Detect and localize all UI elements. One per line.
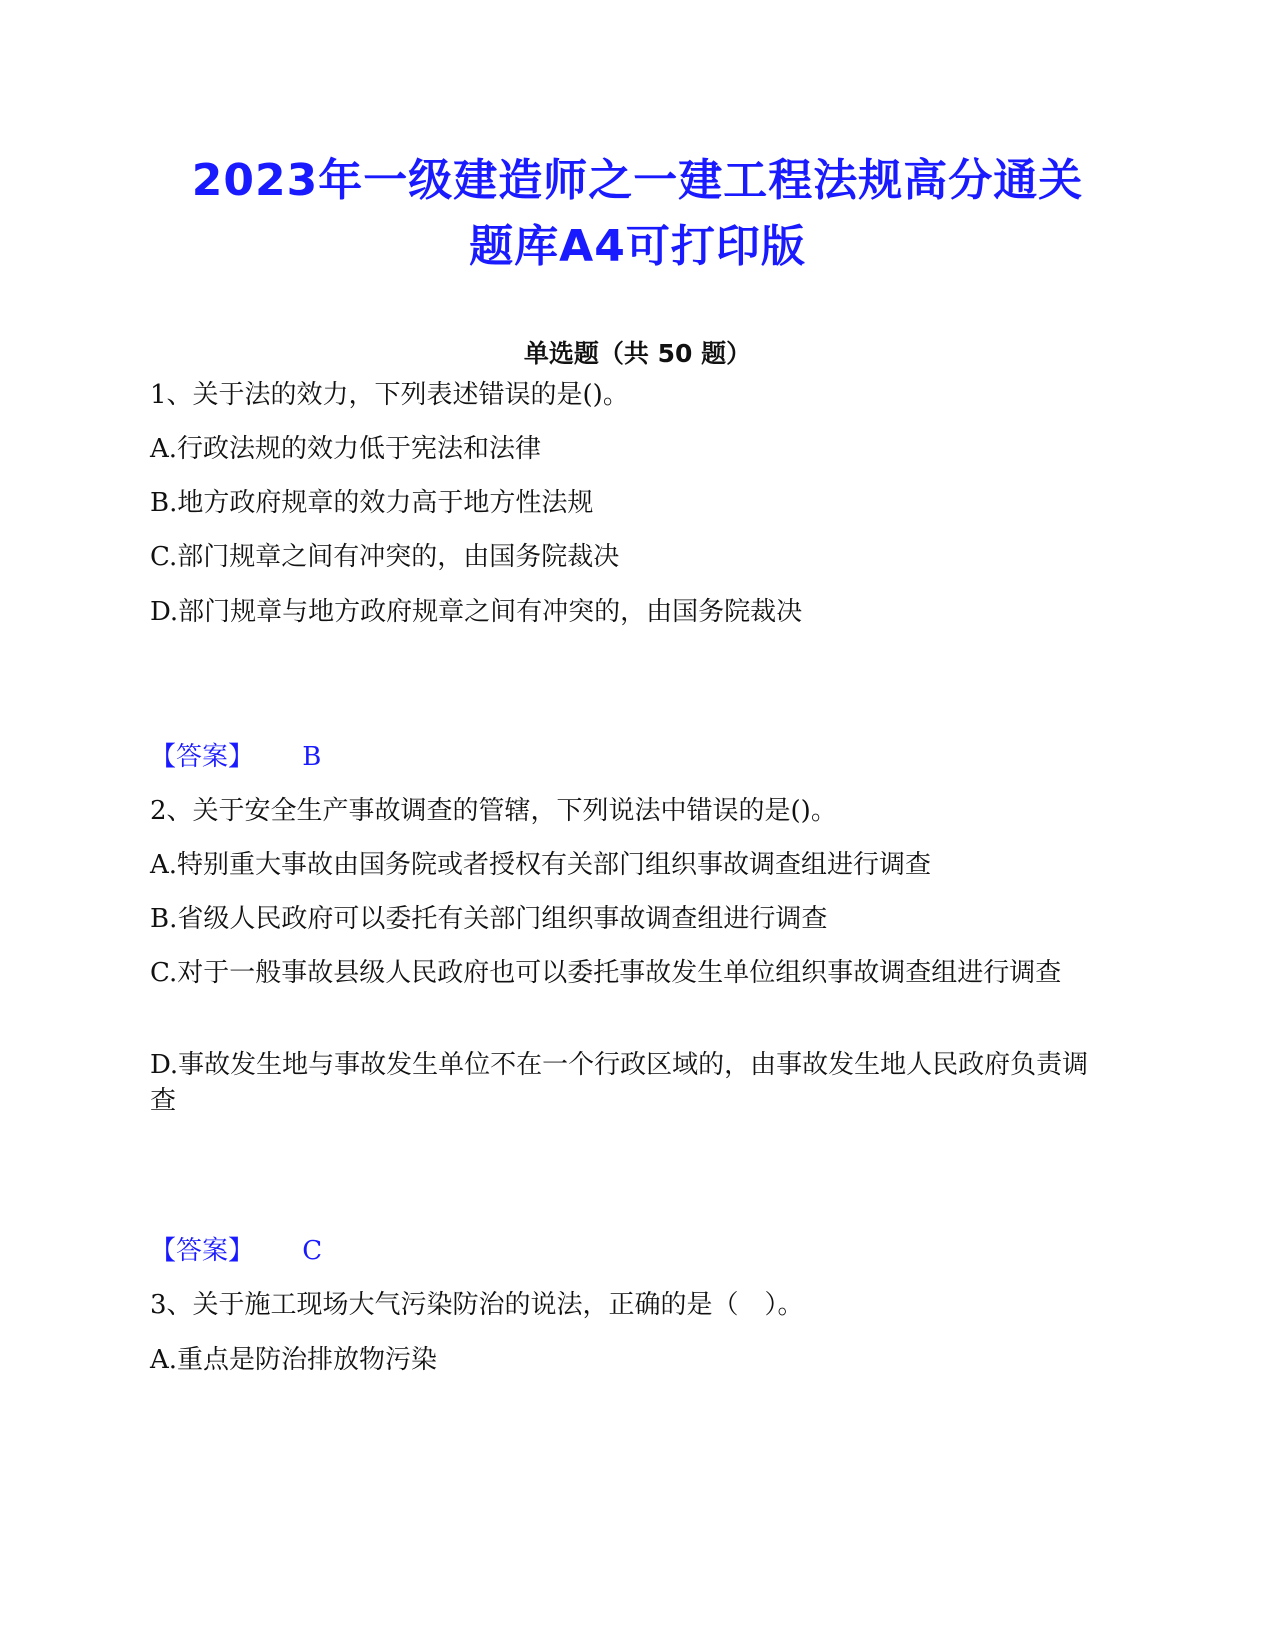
question-2-option-b: B.省级人民政府可以委托有关部门组织事故调查组进行调查 [150, 904, 828, 934]
document-title [120, 148, 1155, 280]
question-2-option-a: A.特别重大事故由国务院或者授权有关部门组织事故调查组进行调查 [150, 850, 932, 880]
question-3-stem: 3、关于施工现场大气污染防治的说法，正确的是（ ）。 [150, 1290, 804, 1320]
question-2-option-c: C.对于一般事故县级人民政府也可以委托事故发生单位组织事故调查组进行调查 [150, 958, 1062, 988]
question-1-option-a: A.行政法规的效力低于宪法和法律 [150, 434, 542, 464]
answer-value: C [302, 1236, 323, 1266]
question-2-option-d: D.事故发生地与事故发生单位不在一个行政区域的，由事故发生地人民政府负责调查 [150, 1050, 1089, 1116]
answer-label: 【答案】 [150, 1236, 255, 1266]
document-title-line-1: 2023年一级建造师之一建工程法规高分通关 [191, 155, 1084, 206]
document-title-line-2: 题库A4可打印版 [469, 221, 806, 272]
question-1-answer [150, 739, 321, 775]
question-1-stem: 1、关于法的效力，下列表述错误的是()。 [150, 380, 629, 410]
question-1-option-c: C.部门规章之间有冲突的，由国务院裁决 [150, 542, 620, 572]
question-2-answer [150, 1233, 322, 1269]
question-1-option-b: B.地方政府规章的效力高于地方性法规 [150, 488, 594, 518]
answer-value: B [302, 742, 322, 772]
question-2-stem: 2、关于安全生产事故调查的管辖，下列说法中错误的是()。 [150, 796, 837, 826]
question-3-option-a: A.重点是防治排放物污染 [150, 1345, 438, 1375]
section-heading: 单选题（共 50 题） [523, 339, 752, 368]
answer-label: 【答案】 [150, 742, 255, 772]
question-1-option-d: D.部门规章与地方政府规章之间有冲突的，由国务院裁决 [150, 597, 803, 627]
